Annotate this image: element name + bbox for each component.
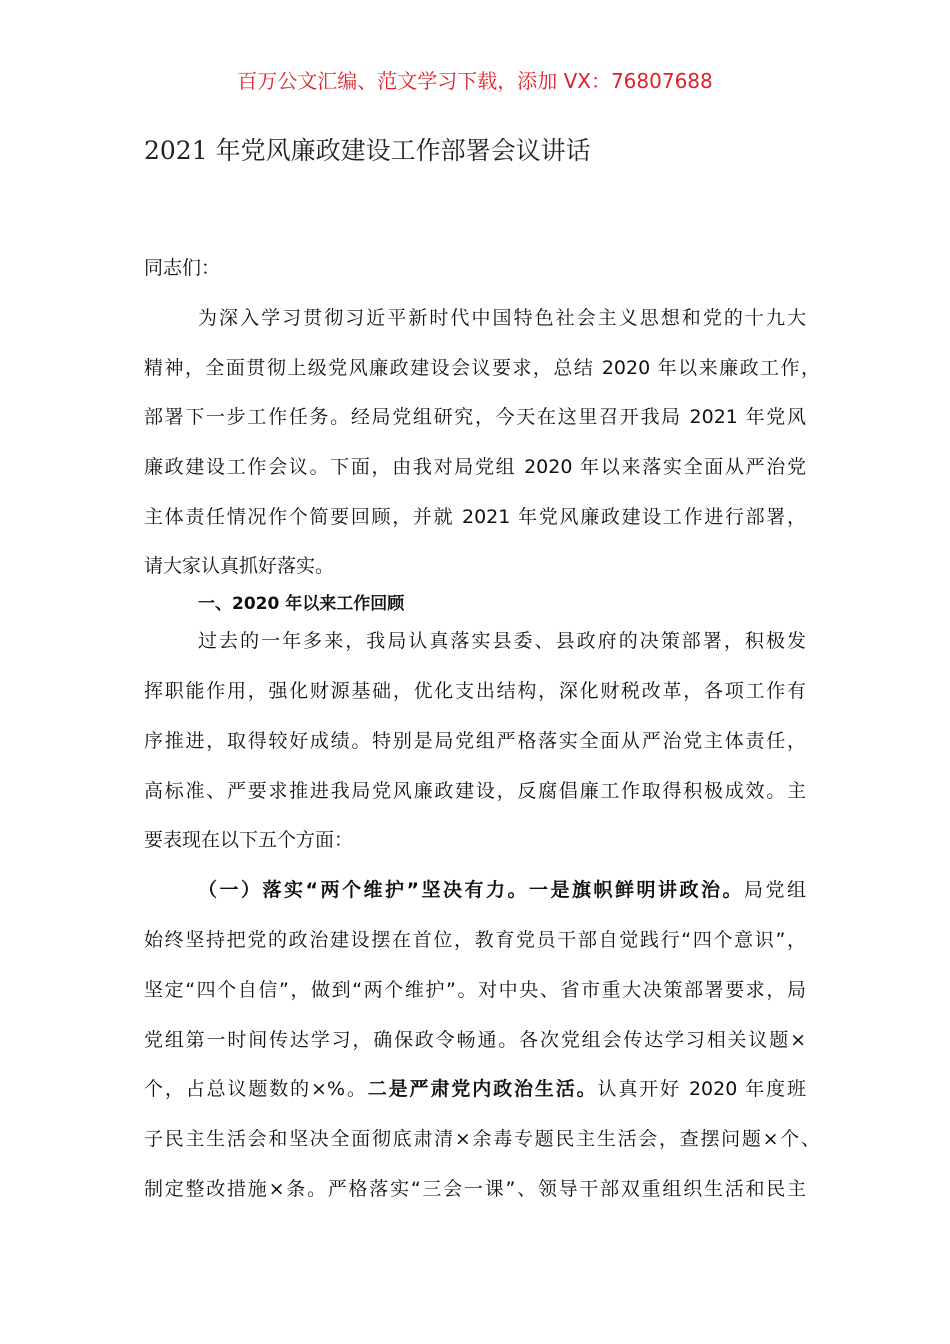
paragraph-line: 坚定“四个自信”，做到“两个维护”。对中央、省市重大决策部署要求，局	[144, 979, 806, 1001]
section-heading: 一、2020 年以来工作回顾	[198, 594, 405, 614]
text-span: 个，占总议题数的×%。	[144, 1078, 368, 1100]
document-title: 2021 年党风廉政建设工作部署会议讲话	[144, 136, 591, 165]
paragraph-line: 主体责任情况作个简要回顾，并就 2021 年党风廉政建设工作进行部署，	[144, 506, 806, 528]
bold-heading: 二是严肃党内政治生活。	[367, 1078, 598, 1100]
paragraph-line: 序推进，取得较好成绩。特别是局党组严格落实全面从严治党主体责任，	[144, 730, 806, 752]
salutation: 同志们：	[144, 257, 221, 279]
paragraph-line: 过去的一年多来，我局认真落实县委、县政府的决策部署，积极发	[198, 630, 806, 652]
paragraph-line	[144, 877, 806, 903]
watermark-banner: 百万公文汇编、范文学习下载，添加 VX：76807688	[237, 69, 713, 93]
paragraph-line: 为深入学习贯彻习近平新时代中国特色社会主义思想和党的十九大	[198, 307, 806, 329]
paragraph-line: 始终坚持把党的政治建设摆在首位，教育党员干部自觉践行“四个意识”，	[144, 929, 806, 951]
paragraph-line: 要表现在以下五个方面：	[144, 829, 354, 851]
paragraph-line: 挥职能作用，强化财源基础，优化支出结构，深化财税改革，各项工作有	[144, 680, 806, 702]
paragraph-line: 子民主生活会和坚决全面彻底肃清×余毒专题民主生活会，查摆问题×个、	[144, 1128, 820, 1150]
paragraph-line: 廉政建设工作会议。下面，由我对局党组 2020 年以来落实全面从严治党	[144, 456, 806, 478]
paragraph-line: 制定整改措施×条。严格落实“三会一课”、领导干部双重组织生活和民主	[144, 1178, 806, 1200]
paragraph-line: 请大家认真抓好落实。	[144, 555, 335, 577]
text-span: 局党组	[743, 879, 806, 901]
paragraph-line: 高标准、严要求推进我局党风廉政建设，反腐倡廉工作取得积极成效。主	[144, 780, 806, 802]
paragraph-line: 精神，全面贯彻上级党风廉政建设会议要求，总结 2020 年以来廉政工作，	[144, 357, 820, 379]
paragraph-line: 党组第一时间传达学习，确保政令畅通。各次党组会传达学习相关议题×	[144, 1029, 806, 1051]
bold-heading: （一）落实“两个维护”坚决有力。一是旗帜鲜明讲政治。	[198, 879, 744, 901]
paragraph-line	[144, 1076, 806, 1102]
paragraph-line: 部署下一步工作任务。经局党组研究，今天在这里召开我局 2021 年党风	[144, 406, 806, 428]
text-span: 认真开好 2020 年度班	[597, 1078, 806, 1100]
